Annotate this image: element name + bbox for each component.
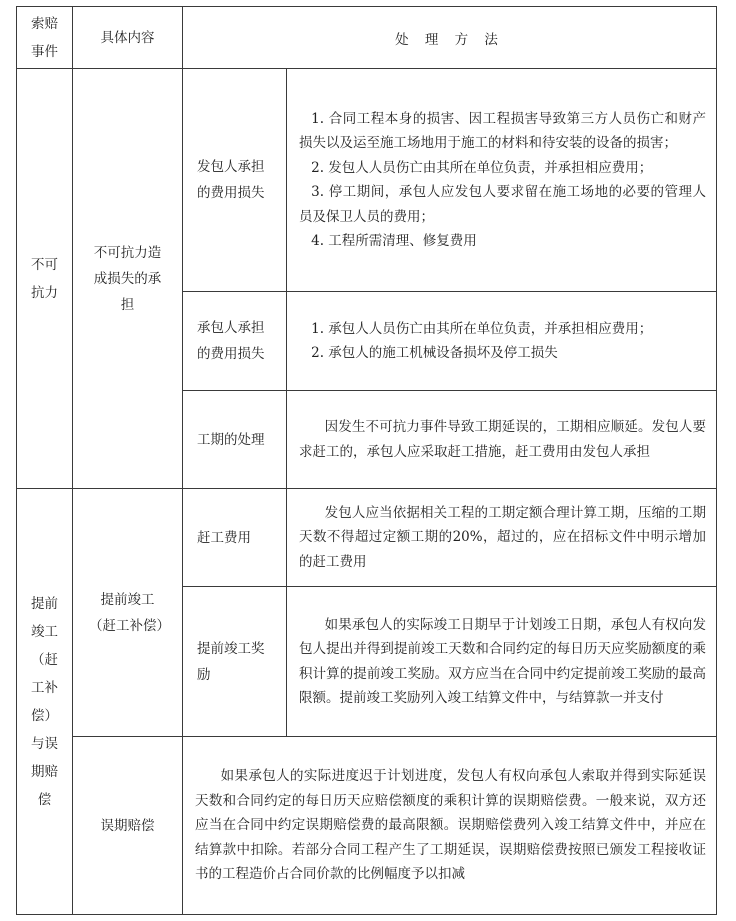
method-early-bonus (287, 587, 717, 737)
loss-type-contractor: 承包人承担的费用损失 (183, 292, 287, 391)
paragraph: 发包人应当依据相关工程的工期定额合理计算工期，压缩的工期天数不得超过定额工期的20%，超过的，应在招标文件中明示增加的赶工费用 (299, 504, 706, 570)
table-row (17, 489, 717, 587)
claims-table (16, 6, 717, 915)
loss-type-schedule: 工期的处理 (183, 391, 287, 489)
content-delay-damages: 误期赔偿 (73, 737, 183, 915)
method-schedule (287, 391, 717, 489)
header-content: 具体内容 (73, 7, 183, 69)
method-rush-cost (287, 489, 717, 587)
paragraph: 如果承包人的实际进度迟于计划进度，发包人有权向承包人索取并得到实际延误天数和合同约定的每日历天应赔偿额度的乘积计算的误期赔偿费。一般来说，双方还应当在合同中约定误期赔偿费的最高限额。误期赔偿费列入竣工结算文件中，并应在结算款中扣除。若部分合同工程产生了工期延误，误期赔偿费按照已颁发工程接收证书的工程造价占合同价款的比例幅度予以扣减 (195, 768, 706, 883)
event-early-completion: 提前竣工（赶工补偿）与误期赔偿 (17, 489, 73, 915)
list-item: 3. 停工期间，承包人应发包人要求留在施工场地的必要的管理人员及保卫人员的费用； (299, 184, 706, 225)
list-item: 2. 承包人的施工机械设备损坏及停工损失 (311, 345, 558, 361)
content-early-completion: 提前竣工（赶工补偿） (73, 489, 183, 737)
method-employer-loss (287, 69, 717, 292)
list-item: 2. 发包人人员伤亡由其所在单位负责，并承担相应费用； (311, 159, 653, 176)
list-item: 4. 工程所需清理、修复费用 (311, 233, 477, 249)
list-item: 1. 承包人人员伤亡由其所在单位负责，并承担相应费用； (311, 320, 653, 337)
claims-table-page (16, 6, 716, 914)
header-claim-event: 索赔事件 (17, 7, 73, 69)
method-delay-damages (183, 737, 717, 915)
list-item: 1. 合同工程本身的损害、因工程损害导致第三方人员伤亡和财产损失以及运至施工场地用于施工的材料和待安装的设备的损害； (299, 110, 706, 151)
method-contractor-loss (287, 292, 717, 391)
paragraph: 因发生不可抗力事件导致工期延误的，工期相应顺延。发包人要求赶工的，承包人应采取赶工措施，赶工费用由发包人承担 (299, 419, 706, 460)
table-row (17, 737, 717, 915)
paragraph: 如果承包人的实际竣工日期早于计划竣工日期，承包人有权向发包人提出并得到提前竣工天数和合同约定的每日历天应奖励额度的乘积计算的提前竣工奖励。双方应当在合同中约定提前竣工奖励的最高限额。提前竣工奖励列入竣工结算文件中，与结算款一并支付 (299, 616, 706, 706)
type-rush-cost: 赶工费用 (183, 489, 287, 587)
table-row (17, 69, 717, 292)
loss-type-employer: 发包人承担的费用损失 (183, 69, 287, 292)
header-row (17, 7, 717, 69)
type-early-bonus: 提前竣工奖励 (183, 587, 287, 737)
header-method: 处 理 方 法 (183, 7, 717, 69)
content-force-majeure: 不可抗力造成损失的承担 (73, 69, 183, 489)
event-force-majeure: 不可抗力 (17, 69, 73, 489)
